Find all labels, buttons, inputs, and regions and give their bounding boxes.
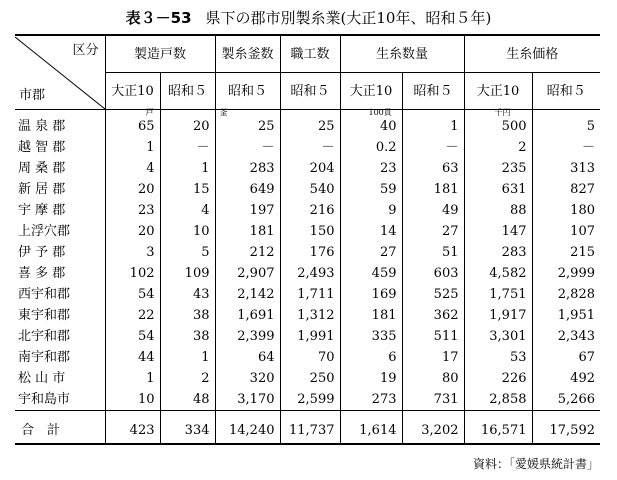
- value-cell: [402, 179, 464, 200]
- value-cell: [402, 411, 464, 445]
- region-name: 西宇和郡: [18, 287, 71, 302]
- value-cell: [105, 368, 160, 389]
- value-cell: [105, 221, 160, 242]
- sub-header: 昭和５: [280, 73, 340, 110]
- value-cell: [464, 284, 532, 305]
- value-text: －: [445, 140, 459, 155]
- value-cell: [532, 284, 600, 305]
- value-text: 22: [137, 308, 155, 323]
- group-quantity: 生糸数量: [340, 35, 464, 73]
- value-cell: [340, 305, 402, 326]
- value-text: 10: [137, 392, 155, 407]
- value-text: 5,266: [557, 392, 595, 407]
- unit-label: 千円: [494, 108, 511, 117]
- value-cell: [160, 326, 215, 347]
- value-cell: [215, 411, 280, 445]
- value-text: 38: [192, 308, 210, 323]
- value-cell: [340, 411, 402, 445]
- value-cell: [340, 221, 402, 242]
- region-name: 伊 予 郡: [18, 245, 66, 260]
- value-cell: [215, 221, 280, 242]
- value-cell: [464, 221, 532, 242]
- value-cell: [280, 305, 340, 326]
- value-cell: [402, 158, 464, 179]
- value-text: 181: [371, 308, 397, 323]
- value-cell: [340, 284, 402, 305]
- table-row: [15, 242, 600, 263]
- value-cell: [402, 263, 464, 284]
- value-text: 49: [441, 203, 459, 218]
- value-text: 102: [129, 266, 155, 281]
- value-text: 827: [570, 182, 595, 197]
- value-cell: [464, 137, 532, 158]
- value-text: 540: [309, 182, 335, 197]
- value-text: 235: [501, 161, 527, 176]
- value-cell: [402, 242, 464, 263]
- value-cell: [280, 242, 340, 263]
- region-name: 松 山 市: [18, 371, 66, 386]
- group-households: 製造戸数: [105, 35, 215, 73]
- value-cell: [160, 242, 215, 263]
- table-title: [0, 8, 617, 28]
- value-text: 181: [433, 182, 459, 197]
- value-text: 176: [309, 245, 335, 260]
- value-text: 1: [201, 161, 210, 176]
- value-cell: [160, 263, 215, 284]
- region-name: 宇 摩 郡: [18, 203, 66, 218]
- value-text: 215: [570, 245, 595, 260]
- value-cell: [215, 368, 280, 389]
- region-name: 温 泉 郡: [18, 119, 66, 134]
- value-text: 283: [249, 161, 275, 176]
- region-name: 新 居 郡: [18, 182, 66, 197]
- value-cell: [215, 389, 280, 411]
- value-text: 4,582: [489, 266, 527, 281]
- region-name: 東宇和郡: [18, 308, 71, 323]
- value-cell: [402, 347, 464, 368]
- value-cell: [215, 242, 280, 263]
- region-name: 越 智 郡: [18, 140, 66, 155]
- value-cell: [215, 179, 280, 200]
- value-cell: [464, 389, 532, 411]
- value-cell: [340, 347, 402, 368]
- value-cell: [464, 242, 532, 263]
- value-text: 16,571: [481, 422, 527, 438]
- value-text: 25: [257, 119, 275, 134]
- value-text: 0.2: [375, 140, 397, 155]
- value-cell: [280, 137, 340, 158]
- value-cell: [105, 200, 160, 221]
- value-text: 169: [371, 287, 397, 302]
- value-cell: [105, 263, 160, 284]
- value-text: 19: [379, 371, 397, 386]
- value-text: 731: [433, 392, 459, 407]
- value-text: 23: [379, 161, 397, 176]
- value-cell: [160, 305, 215, 326]
- value-cell: [105, 110, 160, 138]
- value-text: 53: [509, 350, 527, 365]
- value-text: 180: [570, 203, 595, 218]
- region-name: 宇和島市: [18, 392, 71, 407]
- value-text: 59: [379, 182, 397, 197]
- value-text: 17,592: [549, 422, 595, 438]
- value-cell: [340, 263, 402, 284]
- value-text: 649: [249, 182, 275, 197]
- value-cell: [280, 179, 340, 200]
- value-text: 631: [501, 182, 527, 197]
- table-row: [15, 389, 600, 411]
- region-name: 上浮穴郡: [18, 224, 71, 239]
- value-cell: [532, 200, 600, 221]
- value-text: 27: [441, 224, 459, 239]
- value-cell: [160, 158, 215, 179]
- value-cell: [402, 284, 464, 305]
- value-cell: [464, 411, 532, 445]
- value-text: 250: [309, 371, 335, 386]
- value-cell: [280, 200, 340, 221]
- region-name: 南宇和郡: [18, 350, 71, 365]
- value-text: 3: [146, 245, 155, 260]
- value-cell: [532, 263, 600, 284]
- value-text: 459: [371, 266, 397, 281]
- value-text: 64: [257, 350, 275, 365]
- value-text: 150: [309, 224, 335, 239]
- value-cell: [215, 200, 280, 221]
- region-name: 喜 多 郡: [18, 266, 66, 281]
- value-text: 63: [441, 161, 459, 176]
- value-cell: [340, 242, 402, 263]
- value-cell: [532, 242, 600, 263]
- sub-header: 昭和５: [160, 73, 215, 110]
- value-cell: [215, 305, 280, 326]
- value-text: 147: [501, 224, 527, 239]
- value-text: 334: [184, 422, 210, 438]
- value-cell: [105, 137, 160, 158]
- value-text: 1,691: [237, 308, 275, 323]
- corner-top-label: 区分: [72, 42, 99, 58]
- value-text: 2,493: [297, 266, 335, 281]
- sericulture-table: [15, 34, 600, 445]
- sub-header: 大正10: [340, 73, 402, 110]
- value-text: －: [581, 140, 595, 155]
- value-text: 1: [450, 119, 459, 134]
- value-cell: [280, 221, 340, 242]
- value-cell: [340, 326, 402, 347]
- value-text: 603: [433, 266, 459, 281]
- value-text: 3,301: [489, 329, 527, 344]
- value-cell: [105, 326, 160, 347]
- group-price: 生糸価格: [464, 35, 600, 73]
- value-text: 70: [317, 350, 335, 365]
- table-row: [15, 326, 600, 347]
- value-text: 3,202: [421, 422, 459, 438]
- value-cell: [340, 137, 402, 158]
- value-text: 9: [388, 203, 397, 218]
- value-text: 20: [137, 224, 155, 239]
- value-text: 2,907: [237, 266, 275, 281]
- group-kettles: 製糸釜数: [215, 35, 280, 73]
- table-row: [15, 221, 600, 242]
- sub-header: 大正10: [105, 73, 160, 110]
- value-cell: [532, 326, 600, 347]
- value-cell: [215, 284, 280, 305]
- value-cell: [464, 200, 532, 221]
- region-name: 周 桑 郡: [18, 161, 66, 176]
- value-text: －: [196, 140, 210, 155]
- value-text: 10: [192, 224, 210, 239]
- value-text: 511: [433, 329, 459, 344]
- value-text: 80: [441, 371, 459, 386]
- value-cell: [532, 305, 600, 326]
- sub-header: 大正10: [464, 73, 532, 110]
- value-text: 67: [578, 350, 595, 365]
- value-text: 5: [201, 245, 210, 260]
- value-cell: [532, 179, 600, 200]
- value-text: 4: [146, 161, 155, 176]
- value-text: 212: [249, 245, 275, 260]
- value-cell: [105, 305, 160, 326]
- value-text: 15: [192, 182, 210, 197]
- unit-label: 釜: [219, 108, 228, 117]
- value-text: 51: [441, 245, 459, 260]
- value-text: 492: [570, 371, 595, 386]
- value-text: 44: [137, 350, 155, 365]
- table-row: [15, 158, 600, 179]
- value-text: 181: [249, 224, 275, 239]
- value-cell: [215, 137, 280, 158]
- value-cell: [105, 411, 160, 445]
- value-cell: [464, 110, 532, 138]
- value-text: 48: [192, 392, 210, 407]
- region-name: 北宇和郡: [18, 329, 71, 344]
- value-text: 2: [518, 140, 527, 155]
- value-text: 2,343: [557, 329, 595, 344]
- table-row: [15, 179, 600, 200]
- value-cell: [402, 368, 464, 389]
- value-text: 1,951: [557, 308, 595, 323]
- value-text: 1,711: [297, 287, 335, 302]
- value-text: 335: [371, 329, 397, 344]
- value-text: 3,170: [237, 392, 275, 407]
- value-cell: [532, 389, 600, 411]
- value-text: 1: [201, 350, 210, 365]
- value-cell: [532, 368, 600, 389]
- value-cell: [160, 221, 215, 242]
- value-text: 25: [317, 119, 335, 134]
- value-cell: [464, 305, 532, 326]
- value-cell: [105, 347, 160, 368]
- value-text: 1: [146, 371, 155, 386]
- value-cell: [160, 179, 215, 200]
- value-text: 2,828: [557, 287, 595, 302]
- value-cell: [402, 326, 464, 347]
- value-cell: [215, 110, 280, 138]
- value-cell: [340, 389, 402, 411]
- value-cell: [160, 368, 215, 389]
- value-text: 17: [441, 350, 459, 365]
- value-text: 2: [201, 371, 210, 386]
- value-text: 11,737: [289, 422, 335, 438]
- table-row: [15, 284, 600, 305]
- value-text: 273: [371, 392, 397, 407]
- value-cell: [160, 284, 215, 305]
- value-cell: [340, 158, 402, 179]
- value-cell: [160, 137, 215, 158]
- value-text: －: [321, 140, 335, 155]
- value-cell: [532, 347, 600, 368]
- value-text: 20: [192, 119, 210, 134]
- value-cell: [532, 158, 600, 179]
- value-cell: [215, 347, 280, 368]
- group-workers: 職工数: [280, 35, 340, 73]
- value-text: 6: [388, 350, 397, 365]
- value-text: 54: [137, 287, 155, 302]
- value-text: 2,858: [489, 392, 527, 407]
- value-cell: [280, 389, 340, 411]
- table-row: [15, 305, 600, 326]
- value-cell: [280, 411, 340, 445]
- table-row: [15, 263, 600, 284]
- value-text: 88: [509, 203, 527, 218]
- value-cell: [105, 389, 160, 411]
- value-cell: [280, 110, 340, 138]
- value-cell: [280, 284, 340, 305]
- value-text: 283: [501, 245, 527, 260]
- table-row: [15, 110, 600, 138]
- value-cell: [160, 411, 215, 445]
- value-cell: [215, 158, 280, 179]
- value-text: 525: [433, 287, 459, 302]
- unit-label: 100貫: [368, 108, 392, 117]
- value-cell: [280, 158, 340, 179]
- value-cell: [532, 411, 600, 445]
- value-text: 27: [379, 245, 397, 260]
- value-text: 4: [201, 203, 210, 218]
- value-text: 216: [309, 203, 335, 218]
- value-text: 43: [192, 287, 210, 302]
- value-cell: [280, 347, 340, 368]
- value-text: 23: [137, 203, 155, 218]
- value-cell: [402, 200, 464, 221]
- value-text: 14: [379, 224, 397, 239]
- value-cell: [160, 110, 215, 138]
- value-cell: [402, 110, 464, 138]
- value-text: 1,751: [489, 287, 527, 302]
- value-cell: [532, 110, 600, 138]
- value-cell: [402, 221, 464, 242]
- sub-header: 昭和５: [215, 73, 280, 110]
- value-text: 2,399: [237, 329, 275, 344]
- value-cell: [160, 389, 215, 411]
- value-text: 204: [309, 161, 335, 176]
- value-cell: [215, 326, 280, 347]
- value-text: 1,614: [359, 422, 397, 438]
- value-cell: [280, 263, 340, 284]
- value-cell: [464, 347, 532, 368]
- value-text: 362: [433, 308, 459, 323]
- value-cell: [280, 326, 340, 347]
- value-text: 109: [184, 266, 210, 281]
- value-text: 107: [570, 224, 595, 239]
- total-row: [15, 411, 600, 445]
- value-cell: [532, 137, 600, 158]
- corner-cell: [15, 35, 105, 110]
- value-cell: [340, 200, 402, 221]
- value-text: 423: [129, 422, 155, 438]
- table-row: [15, 200, 600, 221]
- value-cell: [464, 179, 532, 200]
- table-row: [15, 368, 600, 389]
- value-cell: [215, 263, 280, 284]
- value-cell: [464, 263, 532, 284]
- sub-header: 昭和５: [532, 73, 600, 110]
- table-number: 表３－53: [125, 9, 192, 27]
- value-text: 1,312: [297, 308, 335, 323]
- value-cell: [160, 347, 215, 368]
- value-text: 1,991: [297, 329, 335, 344]
- value-text: 2,599: [297, 392, 335, 407]
- value-cell: [340, 179, 402, 200]
- value-text: 20: [137, 182, 155, 197]
- value-cell: [464, 158, 532, 179]
- value-text: 65: [137, 119, 155, 134]
- value-text: 54: [137, 329, 155, 344]
- table-caption: 県下の郡市別製糸業(大正10年、昭和５年): [205, 9, 492, 27]
- value-text: 320: [249, 371, 275, 386]
- value-cell: [160, 200, 215, 221]
- value-cell: [105, 158, 160, 179]
- value-text: 5: [586, 119, 595, 134]
- value-text: 1: [146, 140, 155, 155]
- table-row: [15, 347, 600, 368]
- value-text: 313: [570, 161, 595, 176]
- value-text: 14,240: [229, 422, 275, 438]
- value-cell: [280, 368, 340, 389]
- value-cell: [464, 368, 532, 389]
- value-cell: [532, 221, 600, 242]
- corner-bottom-label: 市郡: [19, 87, 46, 103]
- value-cell: [402, 137, 464, 158]
- value-cell: [402, 305, 464, 326]
- value-cell: [340, 110, 402, 138]
- value-text: 38: [192, 329, 210, 344]
- value-cell: [105, 284, 160, 305]
- sub-header: 昭和５: [402, 73, 464, 110]
- value-cell: [340, 368, 402, 389]
- source-note: 資料：「愛媛県統計書」: [472, 457, 599, 471]
- value-text: 197: [249, 203, 275, 218]
- value-text: 40: [379, 119, 397, 134]
- value-text: 2,999: [557, 266, 595, 281]
- unit-label: 戸: [145, 108, 154, 117]
- value-text: 226: [501, 371, 527, 386]
- value-text: 500: [501, 119, 527, 134]
- value-cell: [105, 242, 160, 263]
- value-cell: [464, 326, 532, 347]
- value-text: 2,142: [237, 287, 275, 302]
- total-label: 合 計: [15, 411, 105, 445]
- value-text: －: [261, 140, 275, 155]
- table-row: [15, 137, 600, 158]
- value-cell: [105, 179, 160, 200]
- value-cell: [402, 389, 464, 411]
- value-text: 1,917: [489, 308, 527, 323]
